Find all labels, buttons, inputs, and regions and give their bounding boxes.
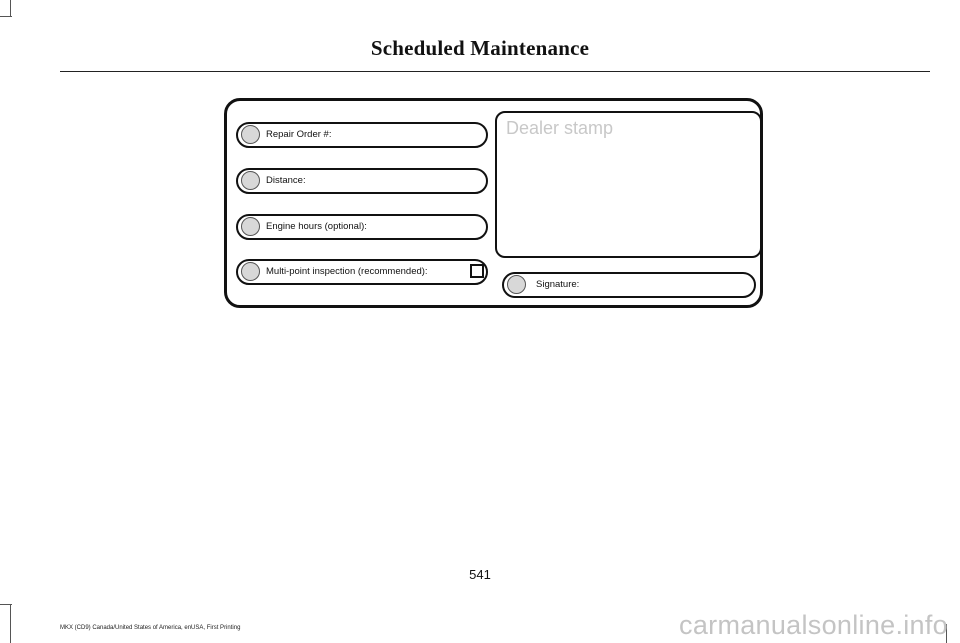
distance-label: Distance:: [266, 175, 306, 186]
title-divider: [60, 71, 930, 72]
dealer-stamp-box: [495, 111, 762, 258]
repair-order-field[interactable]: [236, 122, 488, 148]
service-record-card: [224, 98, 763, 308]
multi-point-inspection-label: Multi-point inspection (recommended):: [266, 266, 428, 277]
crop-mark-top-left-horizontal: [0, 16, 12, 17]
print-info: MKX (CD9) Canada/United States of America, enUSA, First Printing: [60, 625, 241, 631]
dealer-stamp-label: Dealer stamp: [506, 118, 614, 138]
repair-order-label: Repair Order #:: [266, 129, 332, 140]
distance-field[interactable]: [236, 168, 488, 194]
crop-mark-bottom-left-horizontal: [0, 604, 12, 605]
signature-field[interactable]: [502, 272, 756, 298]
watermark: carmanualsonline.info: [679, 610, 948, 640]
crop-mark-top-left-vertical: [10, 0, 11, 16]
engine-hours-label: Engine hours (optional):: [266, 221, 367, 232]
page-number: 541: [469, 567, 491, 582]
circle-indicator-icon: [241, 262, 260, 281]
crop-mark-bottom-left-vertical: [10, 604, 11, 643]
circle-indicator-icon: [241, 217, 260, 236]
engine-hours-field[interactable]: [236, 214, 488, 240]
circle-indicator-icon: [241, 171, 260, 190]
multi-point-inspection-field: [236, 259, 488, 285]
inspection-checkbox[interactable]: [470, 264, 484, 278]
signature-label: Signature:: [536, 279, 580, 290]
circle-indicator-icon: [507, 275, 526, 294]
circle-indicator-icon: [241, 125, 260, 144]
page-title: Scheduled Maintenance: [370, 36, 590, 60]
